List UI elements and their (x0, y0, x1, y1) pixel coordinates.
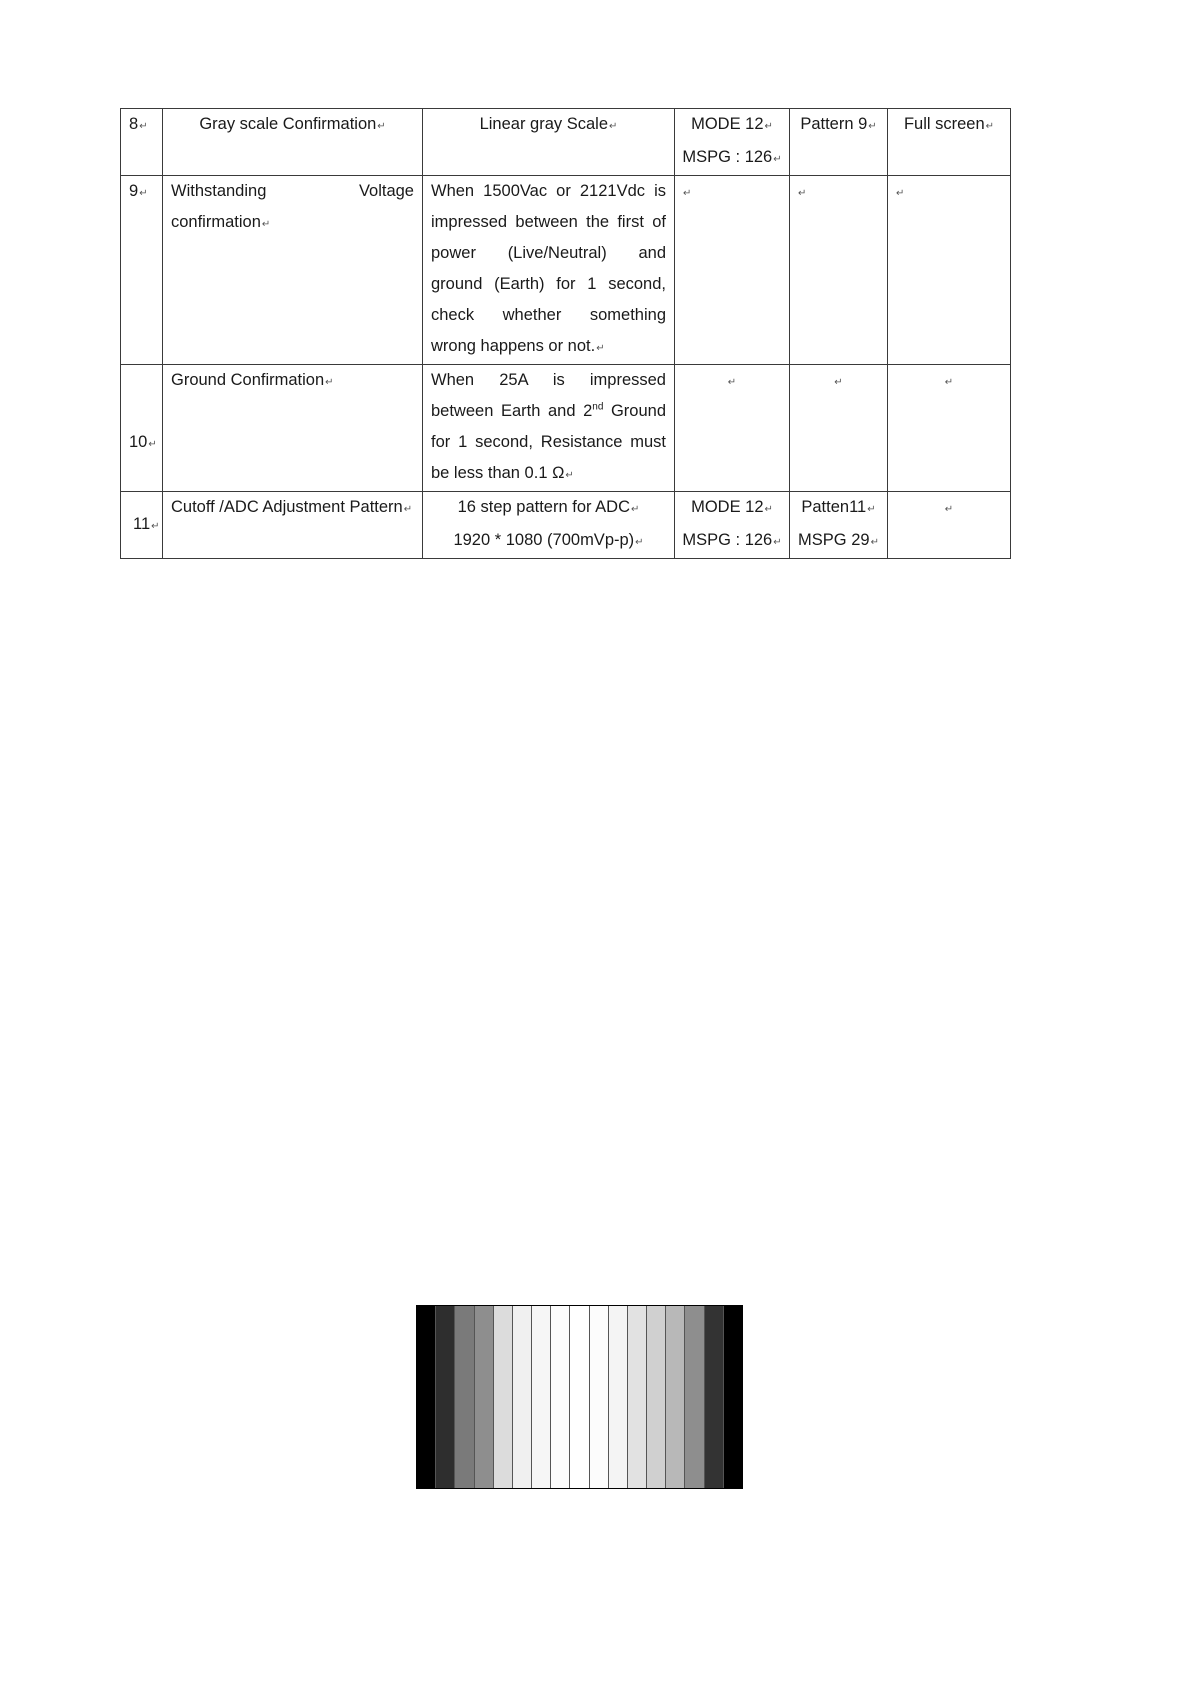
mode-cell: ↵ (675, 176, 790, 365)
gray-step-bar (609, 1306, 628, 1488)
gray-step-bar (475, 1306, 494, 1488)
gray-scale-pattern-image (416, 1305, 743, 1489)
content-cell: When 1500Vac or 2121Vdc is impressed between the first of power (Live/Neutral) and ground (Earth) for 1 second, check whether something wrong happens or not.↵ (423, 176, 675, 365)
gray-step-bar (724, 1306, 742, 1488)
content-cell: When 25A is impressed between Earth and 2nd Ground for 1 second, Resistance must be less than 0.1 Ω↵ (423, 365, 675, 492)
pattern-cell: ↵ (790, 176, 888, 365)
pattern-cell: Patten11↵ MSPG 29↵ (790, 492, 888, 559)
item-cell: Ground Confirmation↵ (163, 365, 423, 492)
gray-step-bar (513, 1306, 532, 1488)
mode-cell: MODE 12↵ MSPG : 126↵ (675, 492, 790, 559)
row-number-cell: 10↵ (121, 365, 163, 492)
row-number-cell: 8↵ (121, 109, 163, 176)
gray-step-bar (455, 1306, 474, 1488)
row-number-cell: 9↵ (121, 176, 163, 365)
gray-step-bar (685, 1306, 704, 1488)
gray-step-bar (647, 1306, 666, 1488)
screen-cell: ↵ (888, 176, 1011, 365)
screen-cell: ↵ (888, 492, 1011, 559)
row-number-cell: 11↵ (121, 492, 163, 559)
gray-step-bar (570, 1306, 589, 1488)
item-cell: Withstanding Voltage confirmation↵ (163, 176, 423, 365)
mode-cell: ↵ (675, 365, 790, 492)
table-row (121, 492, 1011, 559)
gray-step-bar (532, 1306, 551, 1488)
gray-step-bar (666, 1306, 685, 1488)
pattern-cell: ↵ (790, 365, 888, 492)
gray-step-bar (436, 1306, 455, 1488)
gray-step-bar (417, 1306, 436, 1488)
gray-step-bar (551, 1306, 570, 1488)
spec-table (120, 108, 1011, 559)
gray-step-bar (628, 1306, 647, 1488)
gray-step-bar (494, 1306, 513, 1488)
item-cell: Cutoff /ADC Adjustment Pattern↵ (163, 492, 423, 559)
content-cell: 16 step pattern for ADC↵ 1920 * 1080 (700mVp-p)↵ (423, 492, 675, 559)
table-row (121, 365, 1011, 492)
screen-cell: Full screen↵ (888, 109, 1011, 176)
pattern-cell: Pattern 9↵ (790, 109, 888, 176)
table-row (121, 109, 1011, 176)
gray-step-bar (705, 1306, 724, 1488)
gray-step-bar (590, 1306, 609, 1488)
screen-cell: ↵ (888, 365, 1011, 492)
mode-cell: MODE 12↵ MSPG : 126↵ (675, 109, 790, 176)
table-row (121, 176, 1011, 365)
item-cell: Gray scale Confirmation↵ (163, 109, 423, 176)
content-cell: Linear gray Scale↵ (423, 109, 675, 176)
